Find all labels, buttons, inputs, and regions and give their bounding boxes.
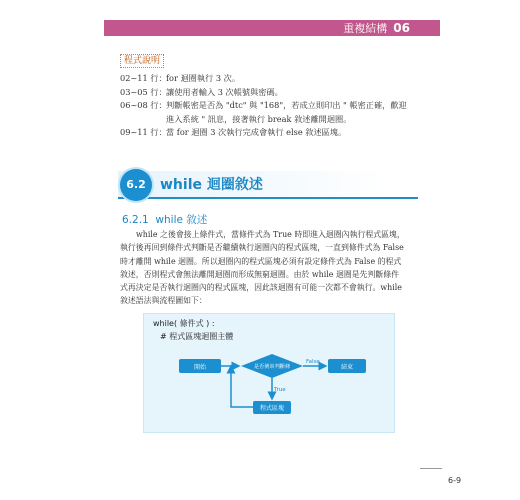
- subsection-text: while 敘述: [155, 214, 208, 226]
- note-text: 判斷帳密是否為 "dtc" 與 "168"，若成立則印出 " 帳密正確，歡迎進入系統 " 訊息，接著執行 break 敘述離開迴圈。: [166, 100, 407, 124]
- note-lines: 02~11 行：: [120, 73, 167, 83]
- page-number: 6-9: [448, 476, 462, 485]
- condition-label: 是否例串判斷條: [253, 364, 291, 370]
- note-item: [120, 72, 410, 86]
- note-item: [120, 86, 410, 100]
- syntax-line-1: while( 條件式 ) :: [153, 319, 215, 328]
- note-lines: 06~08 行：: [120, 100, 167, 110]
- false-label: False: [306, 359, 320, 365]
- body-label: 程式區塊: [259, 405, 285, 412]
- note-text: 讓使用者輸入 3 次帳號與密碼。: [166, 86, 283, 97]
- note-item: [120, 126, 410, 140]
- explanation-notes: [120, 72, 410, 140]
- start-label: 開始: [193, 364, 207, 371]
- section-title: while 迴圈敘述: [160, 177, 263, 193]
- chapter-header: [343, 19, 410, 38]
- end-label: 結束: [340, 364, 354, 371]
- note-text: for 迴圈執行 3 次。: [166, 73, 241, 83]
- chapter-number: 06: [393, 21, 410, 35]
- arrow-loop-back: [231, 366, 253, 407]
- note-text: 當 for 迴圈 3 次執行完成會執行 else 敘述區塊。: [166, 127, 347, 137]
- syntax-line-2: # 程式區塊迴圈主體: [160, 332, 234, 341]
- explanation-label: 程式說明: [120, 54, 164, 68]
- note-lines: 03~05 行：: [120, 86, 167, 97]
- subsection-number: 6.2.1: [122, 214, 149, 226]
- true-label: True: [274, 387, 286, 393]
- body-paragraph: while 之後會接上條件式，當條件式為 True 時即進入迴圈內執行程式區塊，執行後再回到條件式判斷是否繼續執行迴圈內的程式區塊，一直到條件式為 False 時才離開 while 迴圈。所以迴圈內的程式區塊必須有設定條件式為 False 的程式敘述，否則程式會無法離開迴圈而形成無窮迴圈。由於 while 迴圈是先判斷條件式再決定是否執行迴圈內的程式區塊，因此該迴圈有可能一次都不會執行。while 敘述語法與流程圖如下：: [120, 230, 405, 306]
- page-number-rule: [420, 468, 442, 469]
- note-lines: 09~11 行：: [120, 127, 167, 137]
- section-number-badge: 6.2: [120, 169, 152, 201]
- subsection-title: [122, 212, 207, 227]
- chapter-title: 重複結構: [343, 22, 388, 35]
- flowchart: [143, 313, 393, 431]
- note-item: [120, 99, 410, 126]
